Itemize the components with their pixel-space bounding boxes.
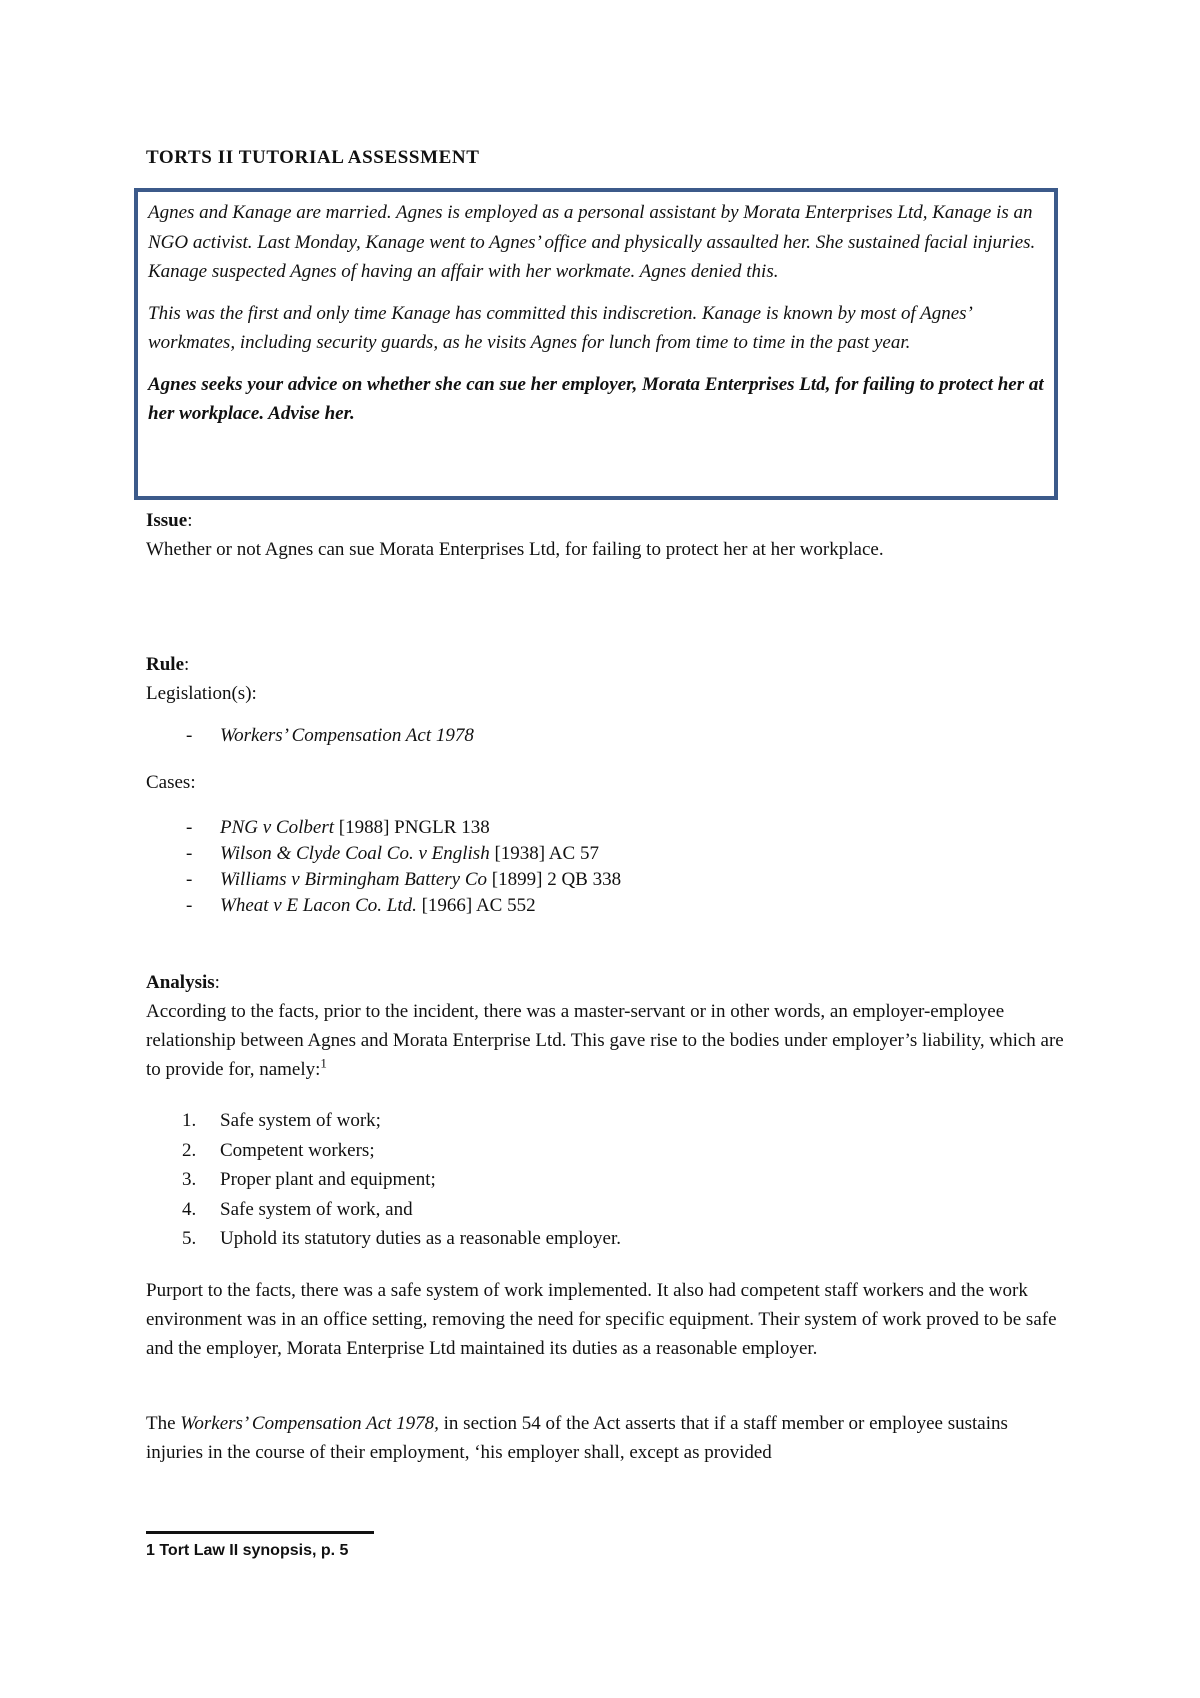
list-item: 2. Competent workers; xyxy=(182,1139,375,1161)
cases-label-wrap xyxy=(146,768,1066,797)
cases-label: Cases: xyxy=(146,772,196,793)
list-item: 1. Safe system of work; xyxy=(182,1110,381,1131)
analysis-paragraph-2 xyxy=(146,1276,1066,1363)
body-paragraph: Purport to the facts, there was a safe system of work implemented. It also had competent staff workers and the work environment was in an office setting, removing the need for specific equipment. Their system of work proved to be safe and the employer, Morata Enterprise Ltd maintained its duties as a reasonable employer. xyxy=(146,1280,1057,1359)
analysis-paragraph-3 xyxy=(146,1409,1066,1467)
legislation-list xyxy=(146,723,1066,749)
legislation-label: Legislation(s): xyxy=(146,683,257,704)
analysis-heading: Analysis: xyxy=(146,972,220,993)
list-item: - Williams v Birmingham Battery Co [1899] 2 QB 338 xyxy=(146,867,1066,893)
issue-heading: Issue: xyxy=(146,510,193,531)
analysis-intro: According to the facts, prior to the incident, there was a master-servant or in other words, an employer-employee relationship between Agnes and Morata Enterprise Ltd. This gave rise to the bodies under employer’s liability, which are to provide for, namely:$^1$ xyxy=(146,1001,1064,1080)
rule-heading: Rule: xyxy=(146,654,190,675)
list-item: 3. Proper plant and equipment; xyxy=(182,1169,436,1190)
list-item: 4. Safe system of work, and xyxy=(182,1198,413,1220)
analysis-section xyxy=(146,968,1066,1084)
list-item: - PNG v Colbert [1988] PNGLR 138 xyxy=(146,815,1066,841)
question-box xyxy=(134,188,1058,500)
list-item: 5. Uphold its statutory duties as a reasonable employer. xyxy=(182,1228,622,1249)
cases-list xyxy=(146,815,1066,919)
issue-section xyxy=(146,506,1066,564)
footnote-separator xyxy=(146,1531,374,1534)
rule-section xyxy=(146,650,1066,708)
issue-text: Whether or not Agnes can sue Morata Enterprises Ltd, for failing to protect her at her workplace. xyxy=(146,539,884,560)
body-paragraph: The Workers’ Compensation Act 1978, in section 54 of the Act asserts that if a staff member or employee sustains injuries in the course of their employment, ‘his employer shall, except as provided xyxy=(146,1413,1008,1463)
list-item: - Wheat v E Lacon Co. Ltd. [1966] AC 552 xyxy=(146,893,1066,919)
list-item: - Workers’ Compensation Act 1978 xyxy=(146,723,1066,749)
footnote-ref[interactable]: 1 xyxy=(320,1055,327,1071)
question-paragraph: Agnes and Kanage are married. Agnes is employed as a personal assistant by Morata Enterprises Ltd, Kanage is an NGO activist. Last Monday, Kanage went to Agnes’ office and physically assaulted her. She sustained facial injuries. Kanage suspected Agnes of having an affair with her workmate. Agnes denied this. xyxy=(148,202,1036,282)
question-instruction: Agnes seeks your advice on whether she can sue her employer, Morata Enterprises Ltd, for failing to protect her at her workplace. Advise her. xyxy=(148,373,1044,424)
page-title: TORTS II TUTORIAL ASSESSMENT xyxy=(146,147,480,168)
question-paragraph: This was the first and only time Kanage has committed this indiscretion. Kanage is known by most of Agnes’ workmates, including security guards, as he visits Agnes for lunch from time to time in the past year. xyxy=(148,302,971,353)
duties-list xyxy=(146,1106,1066,1254)
footnote: 1 Tort Law II synopsis, p. 5 xyxy=(146,1542,349,1559)
list-item: - Wilson & Clyde Coal Co. v English [1938] AC 57 xyxy=(146,841,1066,867)
